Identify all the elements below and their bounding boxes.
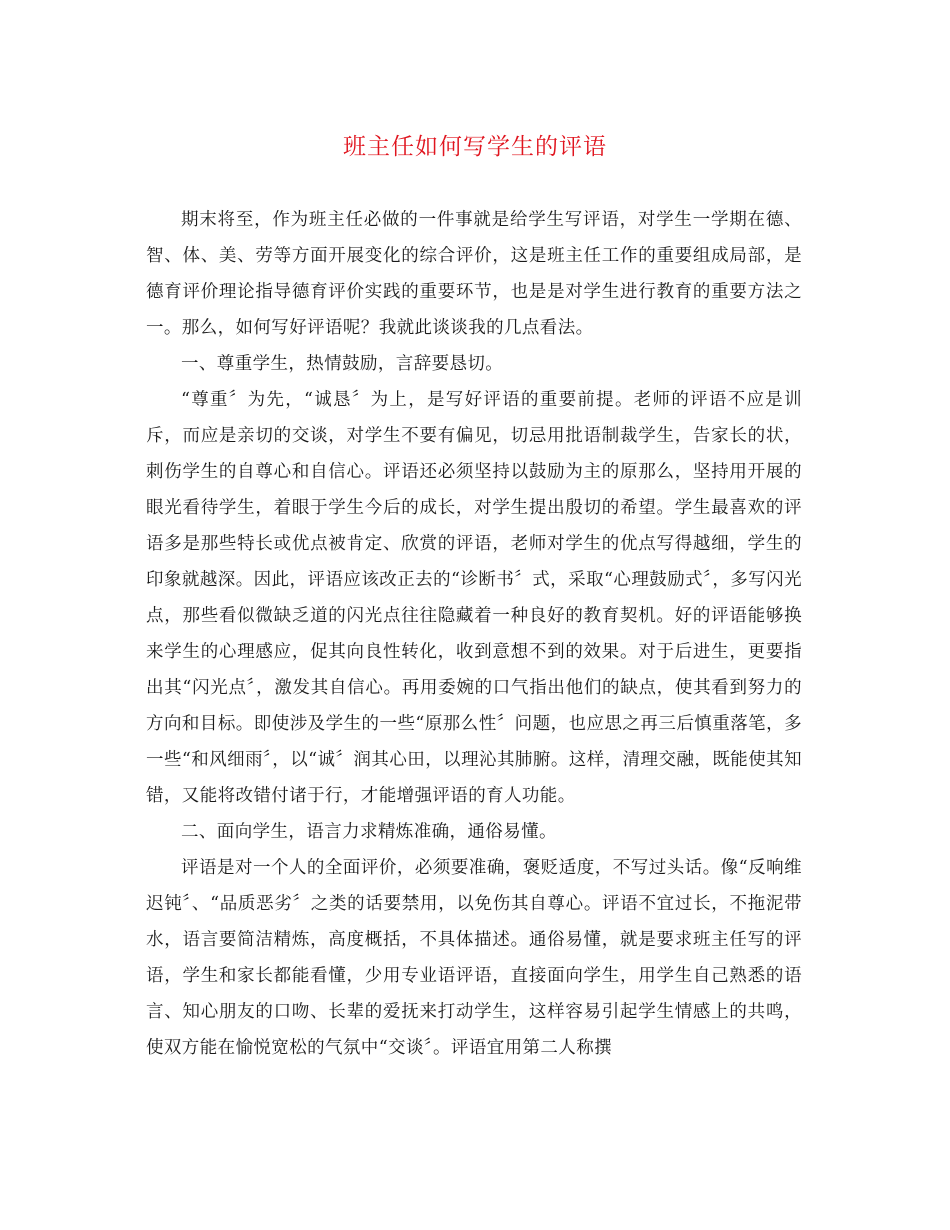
document-title: 班主任如何写学生的评语 — [343, 134, 607, 160]
document-body — [146, 202, 802, 1066]
section-heading-1: 一、尊重学生，热情鼓励，言辞要恳切。 — [181, 354, 504, 374]
section-heading-2: 二、面向学生，语言力求精炼准确，通俗易懂。 — [181, 822, 557, 842]
paragraph-section-1: “尊重〞为先，“诚恳〞为上，是写好评语的重要前提。老师的评语不应是训斥，而应是亲切的交谈，对学生不要有偏见，切忌用批语制裁学生，告家长的状，刺伤学生的自尊心和自信心。评语还必须坚持以鼓励为主的原那么，坚持用开展的眼光看待学生，着眼于学生今后的成长，对学生提出殷切的希望。学生最喜欢的评语多是那些特长或优点被肯定、欣赏的评语，老师对学生的优点写得越细，学生的印象就越深。因此，评语应该改正去的“诊断书〞式，采取“心理鼓励式〞，多写闪光点，那些看似微缺乏道的闪光点往往隐藏着一种良好的教育契机。好的评语能够换来学生的心理感应，促其向良性转化，收到意想不到的效果。对于后进生，更要指出其“闪光点〞，激发其自信心。再用委婉的口气指出他们的缺点，使其看到努力的方向和目标。即使涉及学生的一些“原那么性〞问题，也应思之再三后慎重落笔，多一些“和风细雨〞，以“诚〞润其心田，以理沁其肺腑。这样，清理交融，既能使其知错，又能将改错付诸于行，才能增强评语的育人功能。 — [146, 390, 802, 806]
paragraph-intro: 期末将至，作为班主任必做的一件事就是给学生写评语，对学生一学期在德、智、体、美、劳等方面开展变化的综合评价，这是班主任工作的重要组成局部，是德育评价理论指导德育评价实践的重要环节，也是是对学生进行教育的重要方法之一。那么，如何写好评语呢？我就此谈谈我的几点看法。 — [146, 210, 802, 338]
paragraph-section-2: 评语是对一个人的全面评价，必须要准确，褒贬适度，不写过头话。像“反响维迟钝〞、“品质恶劣〞之类的话要禁用，以免伤其自尊心。评语不宜过长，不拖泥带水，语言要简洁精炼，高度概括，不具体描述。通俗易懂，就是要求班主任写的评语，学生和家长都能看懂，少用专业语评语，直接面向学生，用学生自己熟悉的语言、知心朋友的口吻、长辈的爱抚来打动学生，这样容易引起学生情感上的共鸣，使双方能在愉悦宽松的气氛中“交谈〞。评语宜用第二人称撰 — [146, 858, 802, 1058]
